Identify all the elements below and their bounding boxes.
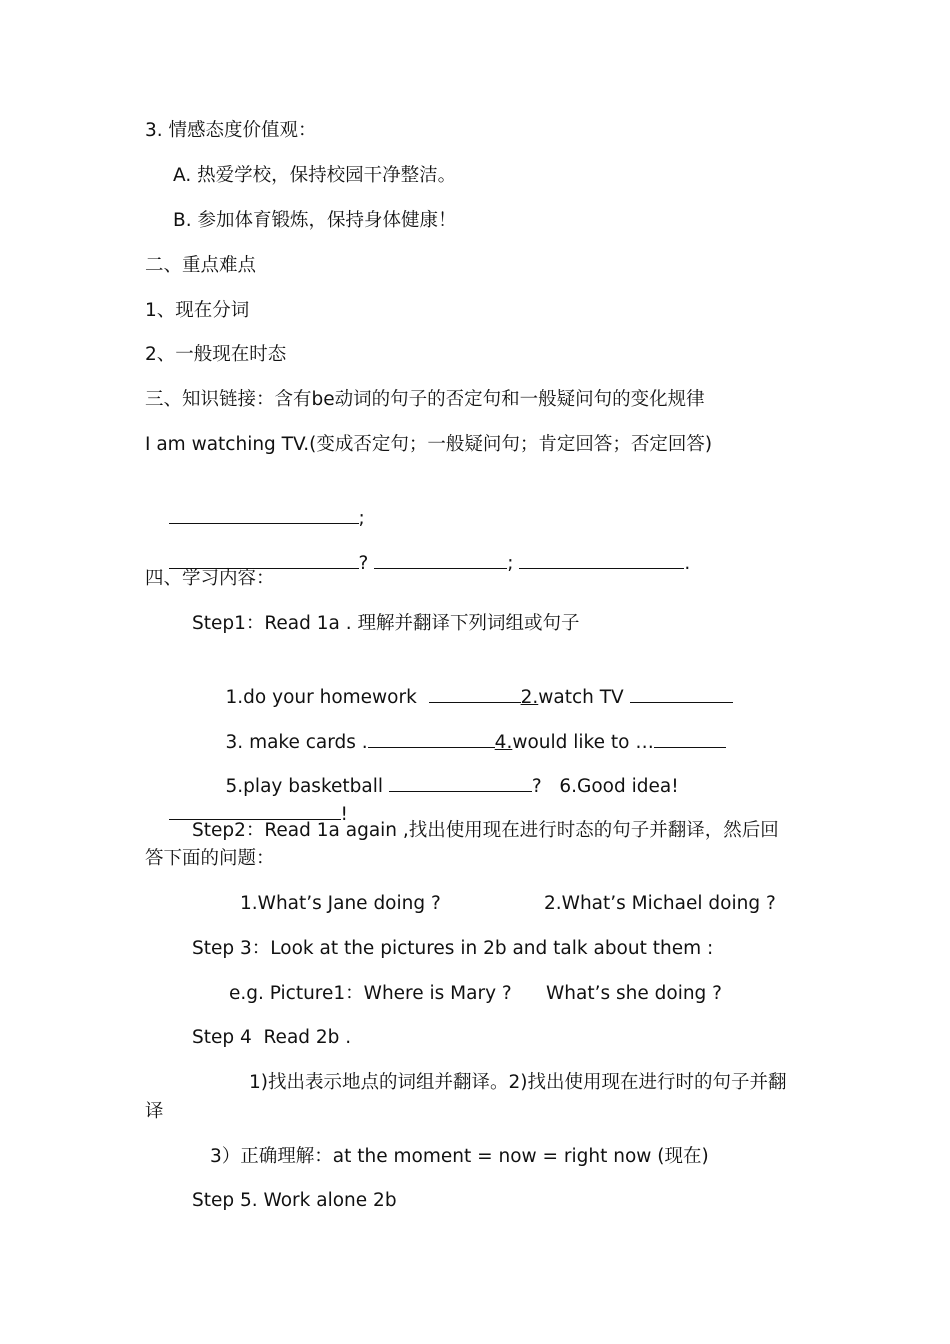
- section-2-heading: 二、重点难点: [145, 255, 257, 276]
- phrase-row-1: 1.do your homework 2.watch TV: [202, 656, 733, 737]
- goal-3a: A. 热爱学校，保持校园干净整洁。: [173, 165, 457, 186]
- section-3-heading: 三、知识链接：含有be动词的句子的否定句和一般疑问句的变化规律: [145, 389, 705, 410]
- exercise-sentence: I am watching TV.(变成否定句；一般疑问句；肯定回答；否定回答): [145, 434, 713, 455]
- step-5: Step 5. Work alone 2b: [192, 1190, 397, 1211]
- answer-line-2: ? ; .: [145, 522, 690, 603]
- example-question-2: What’s she doing ?: [546, 983, 723, 1004]
- question-1: 1.What’s Jane doing ?: [240, 893, 441, 914]
- step-4: Step 4 Read 2b .: [192, 1027, 352, 1048]
- answer-blank[interactable]: [519, 548, 684, 569]
- step-2-cont: 答下面的问题：: [145, 848, 275, 869]
- answer-blank[interactable]: [169, 799, 341, 820]
- answer-blank[interactable]: [389, 771, 532, 792]
- answer-line-1: ;: [145, 477, 365, 558]
- answer-blank[interactable]: [374, 548, 507, 569]
- goal-3-heading: 3. 情感态度价值观：: [145, 120, 317, 141]
- step-4-note: 3）正确理解：at the moment = now = right now (现在): [210, 1146, 709, 1167]
- phrase-row-3-cont: !: [145, 773, 348, 854]
- phrase-row-3: 5.play basketball ? 6.Good idea!: [202, 745, 679, 826]
- question-2: 2.What’s Michael doing ?: [544, 893, 776, 914]
- phrase-row-2: 3. make cards . 4.would like to …: [202, 701, 726, 782]
- answer-blank[interactable]: [169, 503, 359, 524]
- step-3: Step 3：Look at the pictures in 2b and talk about them :: [192, 938, 714, 959]
- key-point-2: 2、一般现在时态: [145, 344, 287, 365]
- goal-3b: B. 参加体育锻炼，保持身体健康！: [173, 210, 457, 231]
- step-4-task-cont: 译: [145, 1101, 164, 1122]
- answer-blank[interactable]: [429, 682, 521, 703]
- step-1: Step1：Read 1a . 理解并翻译下列词组或句子: [192, 613, 580, 634]
- step-4-task: 1)找出表示地点的词组并翻译。2)找出使用现在进行时的句子并翻: [249, 1072, 787, 1093]
- step-2: Step2：Read 1a again ,找出使用现在进行时态的句子并翻译，然后回: [192, 820, 779, 841]
- section-4-heading: 四、学习内容：: [145, 568, 275, 589]
- answer-blank[interactable]: [630, 682, 733, 703]
- example-question-1: e.g. Picture1：Where is Mary ?: [229, 983, 512, 1004]
- key-point-1: 1、现在分词: [145, 300, 250, 321]
